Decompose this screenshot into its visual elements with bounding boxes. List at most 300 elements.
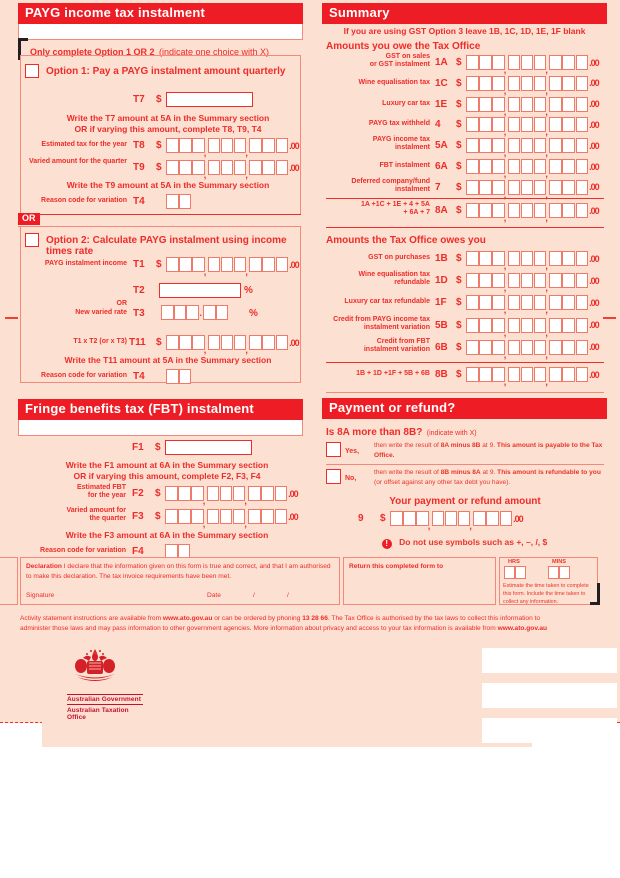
digit-cell[interactable] [466,97,479,112]
amount-boxes[interactable] [466,138,599,153]
cents-suffix: .00 [289,259,299,270]
digit-cell[interactable] [466,76,479,91]
digit-cell[interactable] [220,486,233,501]
payment-header: Payment or refund? [322,398,607,419]
option2-checkbox[interactable] [25,233,39,247]
digit-cell[interactable] [549,273,562,288]
payment-question-bold: Is 8A more than 8B? [326,427,423,438]
amount-boxes[interactable] [466,273,599,288]
digit-cell[interactable] [276,160,289,175]
registration-mark-left [5,317,18,319]
footer-line1-b: or can be ordered by phoning [212,615,303,622]
digit-cell[interactable] [521,203,534,218]
payg-choice-note-bold: Only complete Option 1 OR 2 [30,47,155,57]
digit-cell[interactable] [208,160,221,175]
digit-cell[interactable] [562,117,575,132]
digit-cell[interactable] [479,295,492,310]
digit-cell[interactable] [549,138,562,153]
f2-code: F2 [132,488,144,499]
code-cell[interactable] [179,194,192,209]
digit-cell[interactable] [445,511,458,526]
digit-cell[interactable] [249,160,262,175]
digit-cell[interactable] [562,97,575,112]
digit-cell[interactable] [562,273,575,288]
digit-cell[interactable] [549,318,562,333]
digit-cell[interactable] [207,509,220,524]
digit-cell[interactable] [479,180,492,195]
fbt-section [18,399,303,436]
payg-header-blank-strip[interactable] [18,24,303,40]
digit-cell[interactable] [562,159,575,174]
code-cell[interactable] [179,369,192,384]
row-code: 1B [435,253,448,264]
footer-legal-line-2 [20,624,600,634]
digit-cell[interactable] [479,159,492,174]
f2-label-1: Estimated FBT [76,484,126,491]
digit-cell[interactable] [562,340,575,355]
amount-boxes[interactable] [466,295,599,310]
digit-cell[interactable] [166,160,179,175]
digit-cell[interactable] [466,180,479,195]
thousands-separator [546,55,549,70]
digit-cell[interactable] [508,318,521,333]
payment-no-checkbox[interactable] [326,469,341,484]
f3-amount-boxes[interactable] [165,509,298,524]
digit-cell[interactable] [576,340,589,355]
digit-cell[interactable] [549,117,562,132]
digit-cell[interactable] [486,511,499,526]
digit-cell[interactable] [165,486,178,501]
thousands-separator [505,367,508,382]
digit-cell[interactable] [207,486,220,501]
digit-cell[interactable] [178,509,191,524]
declaration-body: I declare that the information given on this form is true and correct, and that I am authorised to make this declaration. The tax invoice requirements have been met. [26,563,331,580]
digit-cell[interactable] [549,55,562,70]
digit-cell[interactable] [515,566,526,579]
digit-cell[interactable] [562,318,575,333]
digit-cell[interactable] [562,180,575,195]
amount-boxes[interactable] [466,97,599,112]
t8-amount-boxes[interactable] [166,138,299,153]
digit-cell[interactable] [549,203,562,218]
digit-cell[interactable] [508,159,521,174]
digit-cell[interactable] [179,335,192,350]
logo-rule-top [67,694,143,695]
t4-option1-boxes[interactable] [166,194,191,209]
digit-cell[interactable] [262,335,275,350]
digit-cell[interactable] [166,257,179,272]
amount-boxes[interactable] [466,180,599,195]
digit-cell[interactable] [208,138,221,153]
footer-line1-url[interactable]: www.ato.gov.au [162,615,213,622]
t2-rate-input[interactable] [159,283,241,298]
digit-cell[interactable] [508,273,521,288]
payment-question [326,422,477,440]
digit-cell[interactable] [174,305,187,320]
row-dollar-sign: $ [456,77,462,89]
digit-cell[interactable] [508,138,521,153]
row-label-1: Wine equalisation tax [358,78,430,86]
footer-line2-url[interactable]: www.ato.gov.au [497,625,548,632]
digit-cell[interactable] [276,138,289,153]
signature-label[interactable]: Signature [26,592,55,600]
date-separator-2[interactable]: / [287,592,289,600]
digit-cell[interactable] [521,55,534,70]
payg-section [18,3,303,40]
digit-cell[interactable] [562,295,575,310]
digit-cell[interactable] [508,295,521,310]
digit-cell[interactable] [576,180,589,195]
payment-warning-text: Do not use symbols such as +, –, /, $ [399,537,548,547]
mins-boxes[interactable] [548,566,570,579]
digit-cell[interactable] [549,251,562,266]
digit-cell[interactable] [208,335,221,350]
t3-rate-boxes[interactable] [161,305,228,320]
t7-instruction-2: OR if varying this amount, complete T8, T9, T4 [74,124,262,134]
thousands-separator [505,138,508,153]
thousands-separator [546,159,549,174]
digit-cell[interactable] [576,138,589,153]
payment-section [322,398,607,419]
row-label-2: + 6A + 7 [403,209,430,216]
digit-cell[interactable] [508,251,521,266]
t4-option1-code: T4 [133,196,145,207]
payment-warning [322,532,607,550]
thousands-separator [246,335,249,350]
row-code: 8B [435,369,448,380]
date-separator-1[interactable]: / [253,592,255,600]
row-label-1: GST on purchases [368,254,430,261]
t9-amount-boxes[interactable] [166,160,299,175]
digit-cell[interactable] [466,318,479,333]
digit-cell[interactable] [549,295,562,310]
digit-cell[interactable] [479,367,492,382]
digit-cell[interactable] [262,138,275,153]
digit-cell[interactable] [576,97,589,112]
digit-cell[interactable] [262,160,275,175]
payment-no-label: No, [345,475,357,482]
thousands-separator [546,367,549,382]
row-dollar-sign: $ [456,161,462,172]
cents-suffix: .00 [289,337,299,348]
digit-cell[interactable] [549,76,562,91]
row-label-1: 1A +1C + 1E + 4 + 5A [360,201,430,208]
digit-cell[interactable] [221,335,234,350]
summary-header: Summary [322,3,607,24]
digit-cell[interactable] [521,117,534,132]
digit-cell[interactable] [221,257,234,272]
digit-cell[interactable] [466,340,479,355]
row-code: 4 [435,119,441,131]
digit-cell[interactable] [500,511,513,526]
digit-cell[interactable] [562,76,575,91]
digit-cell[interactable] [504,566,515,579]
thousands-separator [205,160,208,175]
declaration-title: Declaration [26,563,62,570]
digit-cell[interactable] [179,160,192,175]
f2-amount-boxes[interactable] [165,486,298,501]
t1-amount-boxes[interactable] [166,257,299,272]
digit-cell[interactable] [249,138,262,153]
f1-instruction-1: Write the F1 amount at 6A in the Summary section [65,460,269,470]
payment-amount-boxes[interactable] [390,511,523,526]
row-label-2: instalment [394,144,430,152]
digit-cell[interactable] [261,486,274,501]
thousands-separator [205,257,208,272]
digit-cell[interactable] [275,486,288,501]
t3-percent-sign: % [249,308,258,319]
digit-cell[interactable] [521,273,534,288]
digit-cell[interactable] [276,335,289,350]
digit-cell[interactable] [549,159,562,174]
digit-cell[interactable] [521,76,534,91]
row-dollar-sign: $ [456,140,462,152]
digit-cell[interactable] [216,305,229,320]
f1-amount-input[interactable] [165,440,252,455]
option2-panel [20,227,301,383]
digit-cell[interactable] [508,340,521,355]
t7-dollar-sign: $ [156,94,162,105]
thousands-separator [505,97,508,112]
digit-cell[interactable] [403,511,416,526]
thousands-separator [505,251,508,266]
digit-cell[interactable] [479,97,492,112]
digit-cell[interactable] [549,180,562,195]
amount-boxes[interactable] [466,203,599,218]
fbt-header: Fringe benefits tax (FBT) instalment [18,399,303,420]
slip-field-2[interactable] [482,683,617,708]
row-label-1: PAYG income tax [372,136,430,144]
digit-cell[interactable] [248,509,261,524]
thousands-separator [505,180,508,195]
digit-cell[interactable] [576,367,589,382]
digit-cell[interactable] [466,295,479,310]
amount-boxes[interactable] [466,159,599,174]
digit-cell[interactable] [276,257,289,272]
digit-cell[interactable] [479,251,492,266]
t7-amount-input[interactable] [166,92,253,107]
digit-cell[interactable] [576,159,589,174]
t2-percent-sign: % [244,285,253,296]
digit-cell[interactable] [479,273,492,288]
t4-option2-boxes[interactable] [166,369,191,384]
digit-cell[interactable] [261,509,274,524]
digit-cell[interactable] [576,318,589,333]
digit-cell[interactable] [186,305,199,320]
digit-cell[interactable] [466,117,479,132]
thousands-separator [546,203,549,218]
row-code: 1C [435,77,448,89]
row-code: 5A [435,140,448,152]
thousands-separator [505,117,508,132]
digit-cell[interactable] [466,138,479,153]
thousands-separator [246,257,249,272]
summary-section [322,3,607,24]
t3-label-or: OR [116,300,127,307]
cents-suffix: .00 [589,205,599,216]
digit-cell[interactable] [166,335,179,350]
digit-cell[interactable] [161,305,174,320]
payment-no-text-3: (or offset against any other tax debt you have). [374,478,511,486]
digit-cell[interactable] [508,203,521,218]
digit-cell[interactable] [479,117,492,132]
digit-cell[interactable] [220,509,233,524]
digit-cell[interactable] [479,318,492,333]
digit-cell[interactable] [508,55,521,70]
digit-cell[interactable] [466,203,479,218]
digit-cell[interactable] [521,97,534,112]
thousands-separator [546,251,549,266]
code-cell[interactable] [166,369,179,384]
agency-line-1: Australian Government [67,695,141,703]
amount-boxes[interactable] [466,55,599,70]
digit-cell[interactable] [548,566,559,579]
digit-cell[interactable] [473,511,486,526]
digit-cell[interactable] [562,251,575,266]
digit-cell[interactable] [562,55,575,70]
digit-cell[interactable] [248,486,261,501]
option1-checkbox[interactable] [25,64,39,78]
payment-yes-bold-2: This amount is payable to the Tax Office. [374,442,603,459]
digit-cell[interactable] [249,335,262,350]
digit-cell[interactable] [179,257,192,272]
decimal-point: . [199,307,203,318]
cents-suffix: .00 [289,162,299,173]
thousands-separator [546,318,549,333]
digit-cell[interactable] [208,257,221,272]
option1-label: Option 1: Pay a PAYG instalment amount quarterly [46,66,286,77]
payment-yes-label: Yes, [345,448,360,455]
row-label-1: Luxury car tax refundable [344,298,430,306]
slip-field-3[interactable] [482,718,617,743]
digit-cell[interactable] [479,55,492,70]
cents-suffix: .00 [589,119,599,130]
amount-boxes[interactable] [466,76,599,91]
digit-cell[interactable] [521,138,534,153]
thousands-separator [505,203,508,218]
digit-cell[interactable] [479,76,492,91]
digit-cell[interactable] [521,295,534,310]
digit-cell[interactable] [521,251,534,266]
digit-cell[interactable] [221,138,234,153]
amount-boxes[interactable] [466,340,599,355]
registration-mark-right [603,317,616,319]
f4-label: Reason code for variation [40,547,126,554]
row-label-1: FBT instalment [379,162,430,169]
thousands-separator [505,55,508,70]
time-box-note: Estimate the time taken to complete this form. Include the time taken to collect any information. [503,583,589,606]
digit-cell[interactable] [432,511,445,526]
cents-suffix: .00 [589,342,599,353]
row-dollar-sign: $ [456,253,462,264]
digit-cell[interactable] [179,138,192,153]
digit-cell[interactable] [549,97,562,112]
digit-cell[interactable] [178,486,191,501]
ato-logo [67,648,147,721]
digit-cell[interactable] [508,97,521,112]
t11-amount-boxes[interactable] [166,335,299,350]
hrs-boxes[interactable] [504,566,526,579]
footer-line1-phone: 13 28 66 [302,615,328,622]
digit-cell[interactable] [466,251,479,266]
t11-code: T11 [129,337,146,348]
payg-header: PAYG income tax instalment [18,3,303,24]
digit-cell[interactable] [466,55,479,70]
return-address-box[interactable] [343,557,496,605]
amounts-owe-heading: Amounts you owe the Tax Office [326,41,481,52]
digit-cell[interactable] [576,203,589,218]
digit-cell[interactable] [262,257,275,272]
digit-cell[interactable] [479,138,492,153]
digit-cell[interactable] [549,367,562,382]
owe-total-rule-top [326,198,604,199]
amount-boxes[interactable] [466,367,599,382]
payment-no-text [374,468,609,488]
cents-suffix: .00 [589,320,599,331]
amount-boxes[interactable] [466,251,599,266]
digit-cell[interactable] [559,566,570,579]
digit-cell[interactable] [521,318,534,333]
amount-boxes[interactable] [466,117,599,132]
digit-cell[interactable] [466,273,479,288]
digit-cell[interactable] [576,76,589,91]
t8-code: T8 [133,140,145,151]
digit-cell[interactable] [479,203,492,218]
digit-cell[interactable] [166,138,179,153]
t11-label: T1 x T2 (or x T3) [73,338,127,345]
digit-cell[interactable] [562,138,575,153]
t11-dollar-sign: $ [156,337,162,348]
digit-cell[interactable] [549,340,562,355]
digit-cell[interactable] [165,509,178,524]
amount-boxes[interactable] [466,318,599,333]
digit-cell[interactable] [249,257,262,272]
fbt-header-blank-strip[interactable] [18,420,303,436]
digit-cell[interactable] [576,273,589,288]
digit-cell[interactable] [562,203,575,218]
digit-cell[interactable] [508,367,521,382]
digit-cell[interactable] [521,159,534,174]
slip-field-1[interactable] [482,648,617,673]
row-label-1: GST on sales [385,53,430,60]
digit-cell[interactable] [576,251,589,266]
thousands-separator [246,160,249,175]
digit-cell[interactable] [275,509,288,524]
digit-cell[interactable] [576,117,589,132]
digit-cell[interactable] [562,367,575,382]
payment-amount-code: 9 [358,513,364,524]
code-cell[interactable] [166,194,179,209]
digit-cell[interactable] [221,160,234,175]
digit-cell[interactable] [576,295,589,310]
digit-cell[interactable] [508,180,521,195]
row-code: 6B [435,341,448,353]
digit-cell[interactable] [466,159,479,174]
digit-cell[interactable] [521,180,534,195]
row-label-1: 1B + 1D +1F + 5B + 6B [356,370,430,377]
payment-yes-checkbox[interactable] [326,442,341,457]
digit-cell[interactable] [521,367,534,382]
digit-cell[interactable] [508,117,521,132]
digit-cell[interactable] [521,340,534,355]
digit-cell[interactable] [466,367,479,382]
digit-cell[interactable] [479,340,492,355]
digit-cell[interactable] [390,511,403,526]
digit-cell[interactable] [508,76,521,91]
digit-cell[interactable] [576,55,589,70]
or-divider-top [38,214,301,215]
digit-cell[interactable] [203,305,216,320]
